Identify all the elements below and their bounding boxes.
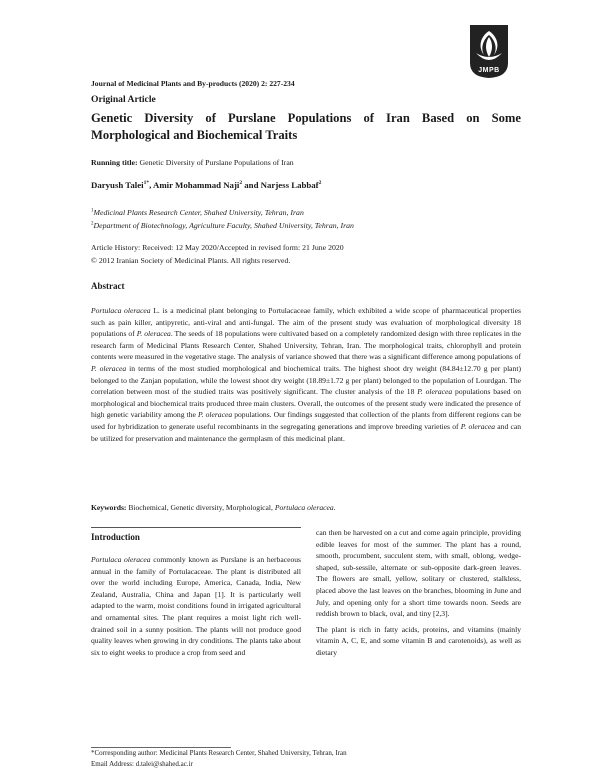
footnote-divider xyxy=(91,747,231,748)
intro-text: commonly known as Purslane is an herbaceous annual in the family of Portulacaceae. The plant is distributed all over the world including Europe, America, Canada, India, New Zealand, Australia, China and Japan [1]. It is particularly well adapted to the warm, moist conditions found in irrigated agricultural and ornamental sites. The plant requires a moist light rich well-drained soil in a sunny position. The plants will not produce good quality leaves when growing in dry conditions. The plants take about six to eight weeks to produce a crop from seed and xyxy=(91,555,301,657)
author-list xyxy=(91,180,321,190)
intro-paragraph xyxy=(91,554,301,658)
author-separator: , xyxy=(149,180,153,190)
running-title xyxy=(91,158,294,167)
author-separator: and xyxy=(242,180,261,190)
footnote-corresponding: *Corresponding author: Medicinal Plants Research Center, Shahed University, Tehran, Iran xyxy=(91,749,347,757)
affiliation-number: 1 xyxy=(91,208,94,214)
species-name: Portulaca oleracea xyxy=(91,306,151,315)
abstract-segment: in terms of the most studied morphological and biochemical traits. The highest shoot dry weight (84.84±12.70 g per plant) belonged to the Zanjan population, while the lowest shoot dry weight (18.89±1.72 g per plant) belonged to the population of Lourdgan. The correlation between most of the studied traits was positively significant. The cluster analysis of the 18 xyxy=(91,363,521,397)
affiliation-number: 2 xyxy=(91,221,94,227)
keywords xyxy=(91,503,336,512)
abstract-segment: and can be utilized for preservation and maintenance the germplasm of this medicinal plant. xyxy=(91,421,521,443)
intro-paragraph: can then be harvested on a cut and come again principle, providing edible leaves for most of the summer. The plant has a round, smooth, procumbent, succulent stem, with small, oblong, wedge-shaped, sub-sessile, alternate or sub-opposite dark-green leaves. The flowers are small, yellow, solitary or clustered, stalkless, placed above the last leaves on the branches, blooming in June and July, and opening only for a short time towards noon. Seeds are reddish brown to black, oval, and tiny [2,3]. xyxy=(316,528,521,619)
author-1: Daryush Talei xyxy=(91,180,144,190)
keywords-value: Biochemical, Genetic diversity, Morphological, xyxy=(126,503,275,512)
abstract-segment: populations. Our findings suggested that collection of the plants from different regions can be used for hybridization to generate useful recombinants in the segregating generations and improve breeding varieties of xyxy=(91,410,521,431)
intro-paragraph: The plant is rich in fatty acids, proteins, and vitamins (mainly vitamin A, C, E, and some vitamin B and carotenoids), as well as dietary xyxy=(316,624,521,657)
history-dates: Article History: Received: 12 May 2020/Accepted in revised form: 21 June 2020 xyxy=(91,243,344,252)
column-right xyxy=(316,527,521,663)
author-2: Amir Mohammad Naji xyxy=(152,180,240,190)
journal-citation: Journal of Medicinal Plants and By-products (2020) 2: 227-234 xyxy=(91,79,295,88)
journal-logo xyxy=(466,23,512,79)
running-title-value: Genetic Diversity of Purslane Populations of Iran xyxy=(139,158,294,167)
author-1-affil: 1* xyxy=(143,180,150,187)
abstract-segment: . The seeds of 18 populations were cultivated based on a completely randomized design with three replicates in the research farm of Medicinal Plants Research Center, Shahed University, Tehran, Iran. The morphological traits, chlorophyll and protein contents were measured in the vegetative stage. The analysis of variance showed that there was a significant difference among populations of xyxy=(91,329,522,362)
author-3-affil: 2 xyxy=(318,180,322,187)
species-name: P. oleracea xyxy=(460,421,496,431)
affiliation-text: Medicinal Plants Research Center, Shahed University, Tehran, Iran xyxy=(93,208,304,217)
abstract-segment: populations based on morphological and biochemical traits produced three main clusters. Overall, the outcomes of the present study were indicated the presence of high genetic variability among the xyxy=(91,387,522,420)
article-type: Original Article xyxy=(91,94,156,105)
author-3: Narjess Labbaf xyxy=(260,180,319,190)
introduction-heading: Introduction xyxy=(91,532,140,542)
abstract-text xyxy=(91,305,521,444)
footnote-email: Email Address: d.talei@shahed.ac.ir xyxy=(91,760,193,768)
affiliation xyxy=(91,221,354,230)
species-name: Portulaca oleracea xyxy=(91,555,151,564)
copyright: © 2012 Iranian Society of Medicinal Plants. All rights reserved. xyxy=(91,255,291,265)
species-name: P. oleracea xyxy=(136,329,171,339)
keywords-end: . xyxy=(333,503,336,512)
affiliation-text: Department of Biotechnology, Agriculture Faculty, Shahed University, Tehran, Iran xyxy=(93,221,354,230)
affiliation xyxy=(91,208,304,217)
author-2-affil: 2 xyxy=(239,180,243,187)
keywords-species: Portulaca oleracea xyxy=(274,503,334,512)
abstract-heading: Abstract xyxy=(91,281,125,291)
logo-text: JMPB xyxy=(478,67,500,74)
species-name: P. oleracea xyxy=(417,387,453,397)
running-title-label: Running title: xyxy=(91,158,138,167)
column-left xyxy=(91,527,301,662)
species-name: P. oleracea xyxy=(197,410,233,420)
keywords-label: Keywords: xyxy=(91,503,127,512)
abstract-segment: L. is a medicinal plant belonging to Portulacaceae family, which exhibited a wide scope of pharmaceutical properties such as pain killer, antipyretic, anti-viral and anti-fungal. The aim of the present study was evaluation of morphological diversity 18 populations of xyxy=(91,306,521,339)
article-history xyxy=(91,242,344,267)
species-name: P. oleracea xyxy=(91,363,127,373)
section-divider xyxy=(91,527,301,528)
paper-title: Genetic Diversity of Purslane Populations of Iran Based on Some Morphological and Biochemical Traits xyxy=(91,111,521,142)
